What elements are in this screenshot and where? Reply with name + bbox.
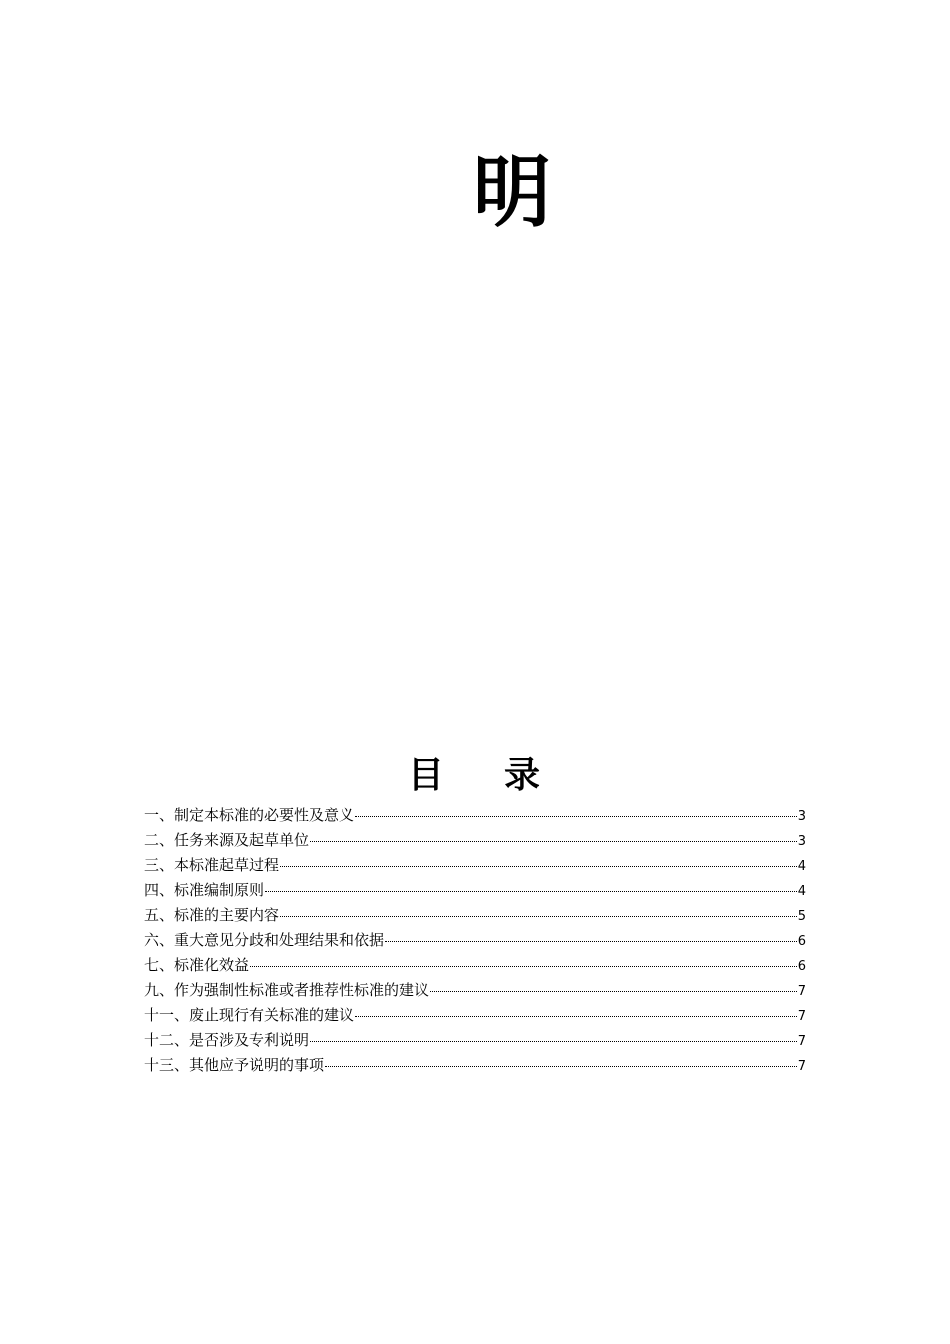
toc-leader-dots <box>325 1065 797 1067</box>
toc-leader-dots <box>310 1040 797 1042</box>
toc-entry-text: 七、标准化效益 <box>144 956 250 974</box>
toc-entry[interactable] <box>144 1003 806 1028</box>
cover-title-fragment: 明 <box>473 148 552 238</box>
toc-entry[interactable] <box>144 978 806 1003</box>
toc-entry-text: 十二、是否涉及专利说明 <box>144 1031 310 1049</box>
toc-leader-dots <box>280 865 797 867</box>
toc-entry-page: 6 <box>797 959 806 974</box>
toc-entry[interactable] <box>144 853 806 878</box>
toc-entry-page: 6 <box>797 934 806 949</box>
toc-entry-page: 7 <box>797 1009 806 1024</box>
toc-entry[interactable] <box>144 903 806 928</box>
toc-entry-text: 四、标准编制原则 <box>144 881 265 899</box>
toc-entry-page: 7 <box>797 1034 806 1049</box>
toc-entry-text: 三、本标准起草过程 <box>144 856 280 874</box>
toc-entry[interactable] <box>144 828 806 853</box>
toc-leader-dots <box>265 890 797 892</box>
toc-entry[interactable] <box>144 878 806 903</box>
toc-entry-text: 十一、废止现行有关标准的建议 <box>144 1006 355 1024</box>
toc-entry-text: 一、制定本标准的必要性及意义 <box>144 806 355 824</box>
toc-entry[interactable] <box>144 1053 806 1078</box>
toc-entry-page: 7 <box>797 1059 806 1074</box>
toc-entry-page: 7 <box>797 984 806 999</box>
toc-entry-page: 3 <box>797 809 806 824</box>
toc-leader-dots <box>310 840 797 842</box>
toc-title: 目 录 <box>407 755 543 796</box>
toc-entry[interactable] <box>144 928 806 953</box>
toc-entry-page: 4 <box>797 859 806 874</box>
toc-entry-page: 4 <box>797 884 806 899</box>
toc-entry-page: 5 <box>797 909 806 924</box>
toc-leader-dots <box>430 990 797 992</box>
toc-entry-text: 二、任务来源及起草单位 <box>144 831 310 849</box>
table-of-contents <box>144 803 806 1078</box>
toc-entry-text: 九、作为强制性标准或者推荐性标准的建议 <box>144 981 430 999</box>
toc-entry[interactable] <box>144 953 806 978</box>
toc-entry[interactable] <box>144 1028 806 1053</box>
toc-entry-page: 3 <box>797 834 806 849</box>
toc-entry-text: 十三、其他应予说明的事项 <box>144 1056 325 1074</box>
toc-leader-dots <box>250 965 797 967</box>
toc-leader-dots <box>355 1015 797 1017</box>
toc-entry-text: 五、标准的主要内容 <box>144 906 280 924</box>
toc-leader-dots <box>385 940 797 942</box>
toc-leader-dots <box>280 915 797 917</box>
toc-entry-text: 六、重大意见分歧和处理结果和依据 <box>144 931 385 949</box>
toc-leader-dots <box>355 815 797 817</box>
toc-entry[interactable] <box>144 803 806 828</box>
